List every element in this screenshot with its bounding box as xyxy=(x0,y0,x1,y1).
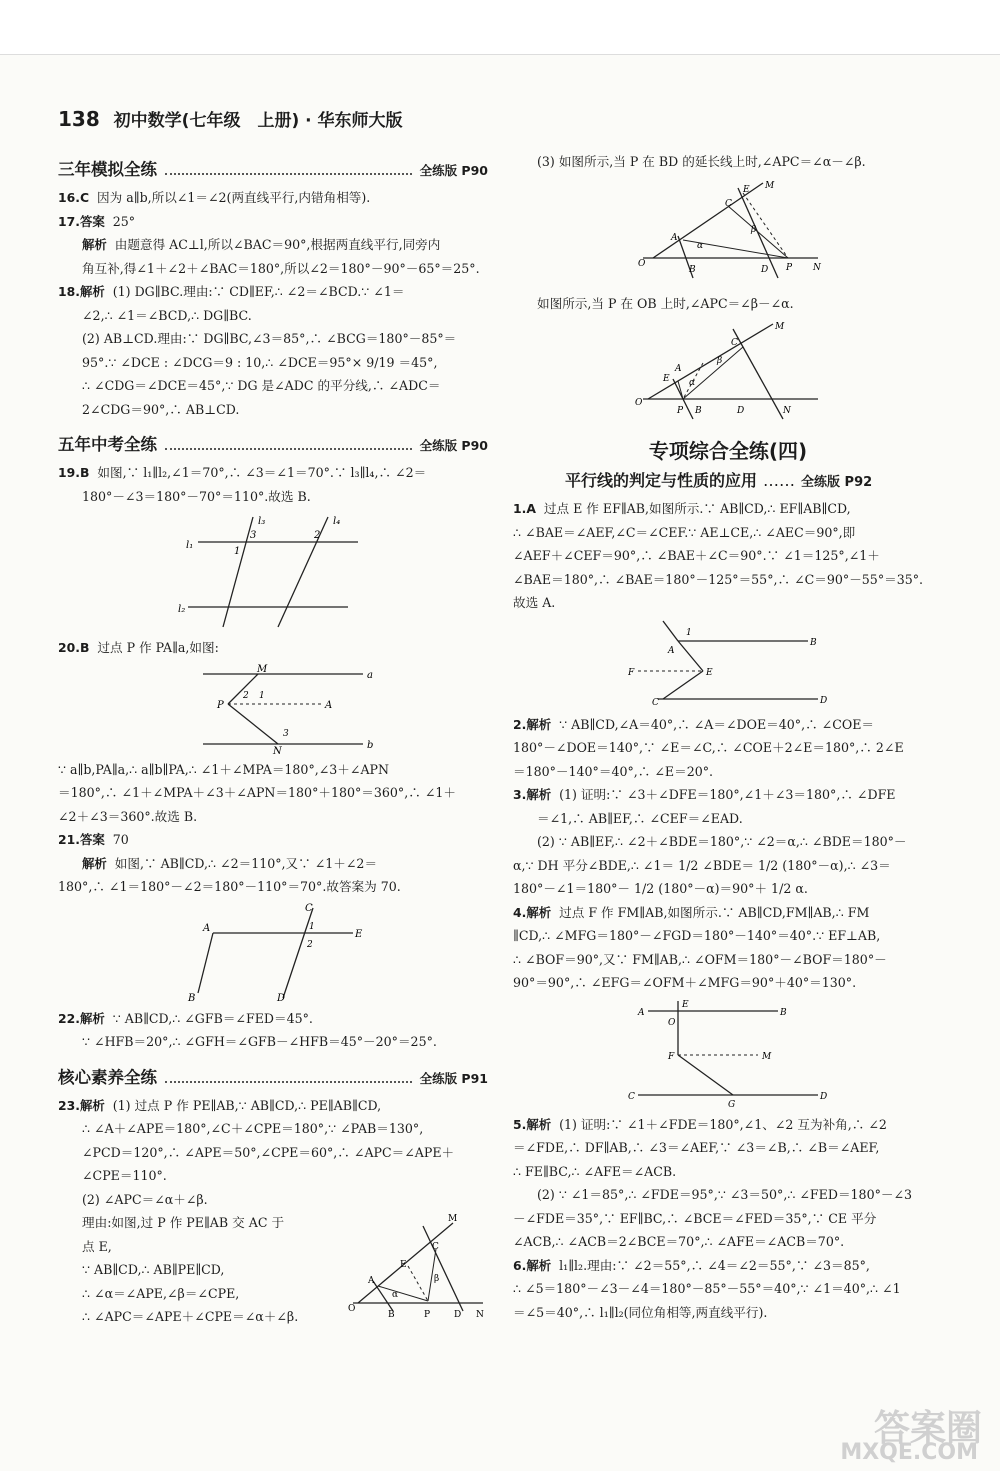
svg-text:B: B xyxy=(689,264,696,275)
watermark-logo: 答案圈 xyxy=(873,1408,982,1449)
svg-text:E: E xyxy=(663,374,670,384)
svg-text:F: F xyxy=(668,1051,675,1062)
svg-text:3: 3 xyxy=(283,728,289,739)
svg-text:M: M xyxy=(448,1214,458,1224)
svg-text:C: C xyxy=(731,338,738,348)
section-header: 核心素养全练 全练版 P91 xyxy=(58,1067,488,1087)
p1: 1.A 过点 E 作 EF∥AB,如图所示.∵ AB∥CD,∴ EF∥AB∥CD, xyxy=(513,501,851,516)
svg-text:C: C xyxy=(628,1091,635,1102)
section-header: 三年模拟全练 全练版 P90 xyxy=(58,160,488,179)
svg-text:C: C xyxy=(305,902,313,914)
svg-text:E: E xyxy=(743,184,750,195)
svg-text:E: E xyxy=(682,999,689,1010)
svg-text:E: E xyxy=(400,1260,407,1270)
svg-text:A: A xyxy=(675,364,682,374)
figure-r1 xyxy=(633,178,823,288)
svg-text:1: 1 xyxy=(234,546,241,557)
svg-text:M: M xyxy=(762,1051,772,1062)
svg-text:G: G xyxy=(728,1099,736,1109)
svg-text:a: a xyxy=(367,669,373,681)
section-subheader: 平行线的判定与性质的应用 …… 全练版 P92 xyxy=(565,471,873,490)
svg-text:β: β xyxy=(717,356,723,366)
q16: 16.C 因为 a∥b,所以∠1＝∠2(两直线平行,内错角相等). xyxy=(58,190,371,205)
figure-q21 xyxy=(183,903,363,1003)
page-header xyxy=(58,106,403,131)
figure-q23 xyxy=(348,1211,488,1321)
svg-text:A: A xyxy=(368,1276,375,1286)
svg-text:O: O xyxy=(638,258,646,269)
page-number: 138 xyxy=(58,107,100,131)
right-column: (3) 如图所示,当 P 在 BD 的延长线上时,∠APC＝∠α－∠β. O M E C A B D P N α β 如图所示,当 P 在 OB 上时,∠APC＝∠β－∠α. O M E A C P B D N α β 专项综合全练(四) 平行线的判定与性质的应用 …… 全练版 P92 1.A 过点 E 作 EF∥AB,如图所示.∵ AB∥CD,∴ EF∥AB∥CD, ∴ ∠BAE＝∠AEF,∠C＝∠CEF.∵ AE⊥CE,∴ ∠AEC＝90°,即 ∠AEF＋∠CEF＝90°,∴ ∠BAE＋∠C＝90°.∵ ∠1＝125°,∠1＋ ∠BAE＝180°,∴ ∠BAE＝180°－125°＝55°,∴ ∠C＝90°－55°＝35°. 故选 A. A 1 B F E C D 2.解析 ∵ AB∥CD,∠A＝40°,∴ ∠A＝∠DOE＝40°,∴ ∠COE＝ 180°－∠DOE＝140°,∵ ∠E＝∠C,∴ ∠COE＋2∠E＝180°,∴ 2∠E ＝180°－140°＝40°,∴ ∠E＝20°. 3.解析 (1) 证明:∵ ∠3＋∠DFE＝180°,∠1＋∠3＝180°,∴ ∠DFE ＝∠1,∴ AB∥EF,∴ ∠CEF＝∠EAD. (2) ∵ AB∥EF,∴ ∠2＋∠BDE＝180°,∵ ∠2＝α,∴ ∠BDE＝180°－ α,∵ DH 平分∠BDE,∴ ∠1＝ 1/2 ∠BDE＝ 1/2 (180°－α),∴ ∠3＝ 180°－∠1＝180°－ 1/2 (180°－α)＝90°＋ 1/2 α. 4.解析 过点 F 作 FM∥AB,如图所示.∵ AB∥CD,FM∥AB,∴ FM ∥CD,∴ ∠MFG＝180°－∠FGD＝180°－140°＝40°.∵ EF⊥AB, ∴ ∠BOF＝90°,又∵ FM∥AB,∴ ∠OFM＝180°－∠BOF＝180°－ 90°＝90°,∴ ∠EFG＝∠OFM＋∠MFG＝90°＋40°＝130°. E A O B F M C G D 5.解析 (1) 证明:∵ ∠1＋∠FDE＝180°,∠1、∠2 互为补角,∴ ∠2 ＝∠FDE,∴ DF∥AB,∴ ∠3＝∠AEF,∵ ∠3＝∠B,∴ ∠B＝∠AEF, ∴ FE∥BC,∴ ∠AFE＝∠ACB. (2) ∵ ∠1＝85°,∴ ∠FDE＝95°,∵ ∠3＝50°,∴ ∠FED＝180°－∠3 －∠FDE＝35°,∵ EF∥BC,∴ ∠BCE＝∠FED＝35°,∵ CE 平分 ∠ACB,∴ ∠ACB＝2∠BCE＝70°,∴ ∠AFE＝∠ACB＝70°. 6.解析 l₁∥l₂.理由:∵ ∠2＝55°,∴ ∠4＝∠2＝55°,∵ ∠3＝85°, ∴ ∠5＝180°－∠3－∠4＝180°－85°－55°＝40°,∵ ∠1＝40°,∴ ∠1 ＝∠5＝40°,∴ l₁∥l₂(同位角相等,两直线平行). xyxy=(513,150,943,1324)
svg-text:β: β xyxy=(434,1274,440,1284)
svg-text:α: α xyxy=(689,378,696,388)
svg-text:N: N xyxy=(476,1310,484,1320)
svg-text:D: D xyxy=(737,406,745,416)
q21-analysis: 解析 如图,∵ AB∥CD,∴ ∠2＝110°,又∵ ∠1＋∠2＝ xyxy=(82,855,378,871)
svg-text:E: E xyxy=(355,928,363,940)
svg-text:P: P xyxy=(424,1310,431,1320)
svg-text:l₃: l₃ xyxy=(258,516,266,527)
svg-text:N: N xyxy=(783,406,791,416)
svg-text:D: D xyxy=(820,1091,828,1102)
svg-text:F: F xyxy=(628,667,635,678)
svg-text:l₂: l₂ xyxy=(178,604,186,615)
svg-text:2: 2 xyxy=(307,939,313,950)
top-bar xyxy=(0,0,1000,55)
q17-answer: 17.答案 25° xyxy=(58,213,136,229)
p4: 4.解析 过点 F 作 FM∥AB,如图所示.∵ AB∥CD,FM∥AB,∴ FM xyxy=(513,904,870,920)
svg-text:1: 1 xyxy=(259,690,265,701)
svg-text:α: α xyxy=(392,1290,399,1300)
svg-text:l₄: l₄ xyxy=(333,516,341,527)
svg-text:A: A xyxy=(325,699,333,711)
svg-text:M: M xyxy=(775,322,785,332)
left-column: 三年模拟全练 全练版 P90 16.C 因为 a∥b,所以∠1＝∠2(两直线平行,内错角相等). 17.答案 25° 解析 由题意得 AC⊥l,所以∠BAC＝90°,根据两直线平行,同旁内 角互补,得∠1＋∠2＋∠BAC＝180°,所以∠2＝180°－90°－65°＝25°. 18.解析 (1) DG∥BC.理由:∵ CD∥EF,∴ ∠2＝∠BCD.∵ ∠1＝ ∠2,∴ ∠1＝∠BCD,∴ DG∥BC. (2) AB⊥CD.理由:∵ DG∥BC,∠3＝85°,∴ ∠BCG＝180°－85°＝ 95°.∵ ∠DCE : ∠DCG＝9 : 10,∴ ∠DCE＝95°× 9/19 ＝45°, ∴ ∠CDG＝∠DCE＝45°,∵ DG 是∠ADC 的平分线,∴ ∠ADC＝ 2∠CDG＝90°,∴ AB⊥CD. 五年中考全练 全练版 P90 19.B 如图,∵ l₁∥l₂,∠1＝70°,∴ ∠3＝∠1＝70°.∵ l₃∥l₄,∴ ∠2＝ 180°－∠3＝180°－70°＝110°.故选 B. l₃ l₄ l₁ l₂ 3 2 1 20.B 过点 P 作 PA∥a,如图: M a P A N b 2 1 3 ∵ a∥b,PA∥a,∴ a∥b∥PA,∴ ∠1＋∠MPA＝180°,∠3＋∠APN ＝180°,∴ ∠1＋∠MPA＋∠3＋∠APN＝180°＋180°＝360°,∴ ∠1＋ ∠2＋∠3＝360°.故选 B. 21.答案 70 解析 如图,∵ AB∥CD,∴ ∠2＝110°,又∵ ∠1＋∠2＝ 180°,∴ ∠1＝180°－∠2＝180°－110°＝70°.故答案为 70. A E C B D 1 2 22.解析 ∵ AB∥CD,∴ ∠GFB＝∠FED＝45°. ∵ ∠HFB＝20°,∴ ∠GFH＝∠GFB－∠HFB＝45°－20°＝25°. 核心素养全练 全练版 P91 23.解析 (1) 过点 P 作 PE∥AB,∵ AB∥CD,∴ PE∥AB∥CD, ∴ ∠A＋∠APE＝180°,∠C＋∠CPE＝180°,∵ ∠PAB＝130°, ∠PCD＝120°,∴ ∠APE＝50°,∠CPE＝60°,∴ ∠APC＝∠APE＋ ∠CPE＝110°. (2) ∠APC＝∠α＋∠β. 理由:如图,过 P 作 PE∥AB 交 AC 于 点 E, ∵ AB∥CD,∴ AB∥PE∥CD, ∴ ∠α＝∠APE,∠β＝∠CPE, ∴ ∠APC＝∠APE＋∠CPE＝∠α＋∠β. O M A E C B P D N α β xyxy=(58,150,488,1329)
svg-text:D: D xyxy=(761,264,769,275)
svg-text:P: P xyxy=(217,699,224,711)
q21-answer: 21.答案 70 xyxy=(58,832,129,847)
p6: 6.解析 l₁∥l₂.理由:∵ ∠2＝55°,∴ ∠4＝∠2＝55°,∵ ∠3＝85°, xyxy=(513,1257,870,1273)
figure-p4 xyxy=(628,999,828,1109)
svg-text:M: M xyxy=(257,663,268,675)
book-title: 初中数学(七年级 上册) · 华东师大版 xyxy=(113,111,403,131)
svg-text:P: P xyxy=(786,262,793,273)
svg-text:N: N xyxy=(273,745,282,754)
svg-text:B: B xyxy=(695,406,702,416)
figure-q20 xyxy=(173,664,373,754)
svg-text:1: 1 xyxy=(309,921,315,932)
figure-q19 xyxy=(178,512,368,632)
svg-text:A: A xyxy=(638,1007,645,1018)
q20: 20.B 过点 P 作 PA∥a,如图: xyxy=(58,640,219,655)
svg-text:A: A xyxy=(668,645,675,656)
q23: 23.解析 (1) 过点 P 作 PE∥AB,∵ AB∥CD,∴ PE∥AB∥CD, xyxy=(58,1097,382,1113)
section-header: 五年中考全练 全练版 P90 xyxy=(58,435,488,454)
svg-text:β: β xyxy=(751,224,757,235)
svg-text:N: N xyxy=(813,262,821,273)
svg-text:C: C xyxy=(652,697,659,708)
svg-text:α: α xyxy=(697,240,704,251)
section-title: 专项综合全练(四) xyxy=(648,439,808,463)
svg-text:2: 2 xyxy=(314,530,321,541)
svg-text:O: O xyxy=(348,1304,356,1314)
q19: 19.B 如图,∵ l₁∥l₂,∠1＝70°,∴ ∠3＝∠1＝70°.∵ l₃∥l₄,∴ ∠2＝ xyxy=(58,465,427,480)
svg-text:D: D xyxy=(820,695,828,706)
svg-text:B: B xyxy=(388,1310,395,1320)
svg-text:A: A xyxy=(671,232,678,243)
svg-text:b: b xyxy=(367,739,373,751)
p2: 2.解析 ∵ AB∥CD,∠A＝40°,∴ ∠A＝∠DOE＝40°,∴ ∠COE＝ xyxy=(513,716,874,732)
svg-text:3: 3 xyxy=(250,530,257,541)
svg-text:D: D xyxy=(454,1310,462,1320)
svg-text:A: A xyxy=(203,922,211,934)
watermark-url: MXQE.COM xyxy=(840,1440,978,1465)
svg-text:1: 1 xyxy=(686,627,692,638)
figure-r2 xyxy=(633,319,823,429)
svg-text:B: B xyxy=(810,637,817,648)
p5: 5.解析 (1) 证明:∵ ∠1＋∠FDE＝180°,∠1、∠2 互为补角,∴ ∠2 xyxy=(513,1116,887,1132)
q17-analysis: 解析 由题意得 AC⊥l,所以∠BAC＝90°,根据两直线平行,同旁内 xyxy=(82,237,441,252)
svg-text:l₁: l₁ xyxy=(186,540,194,551)
svg-text:2: 2 xyxy=(243,690,249,701)
svg-text:B: B xyxy=(780,1007,787,1018)
figure-p1 xyxy=(628,619,828,709)
svg-text:C: C xyxy=(432,1242,439,1252)
svg-text:M: M xyxy=(765,180,775,191)
svg-text:C: C xyxy=(725,198,732,209)
svg-text:E: E xyxy=(706,667,713,678)
q22: 22.解析 ∵ AB∥CD,∴ ∠GFB＝∠FED＝45°. xyxy=(58,1010,313,1026)
svg-text:P: P xyxy=(677,406,684,416)
svg-text:B: B xyxy=(188,992,196,1003)
svg-text:O: O xyxy=(668,1017,676,1028)
svg-text:D: D xyxy=(277,992,286,1003)
p3: 3.解析 (1) 证明:∵ ∠3＋∠DFE＝180°,∠1＋∠3＝180°,∴ ∠DFE xyxy=(513,787,896,802)
q18: 18.解析 (1) DG∥BC.理由:∵ CD∥EF,∴ ∠2＝∠BCD.∵ ∠1＝ xyxy=(58,284,405,299)
svg-text:O: O xyxy=(635,398,643,408)
